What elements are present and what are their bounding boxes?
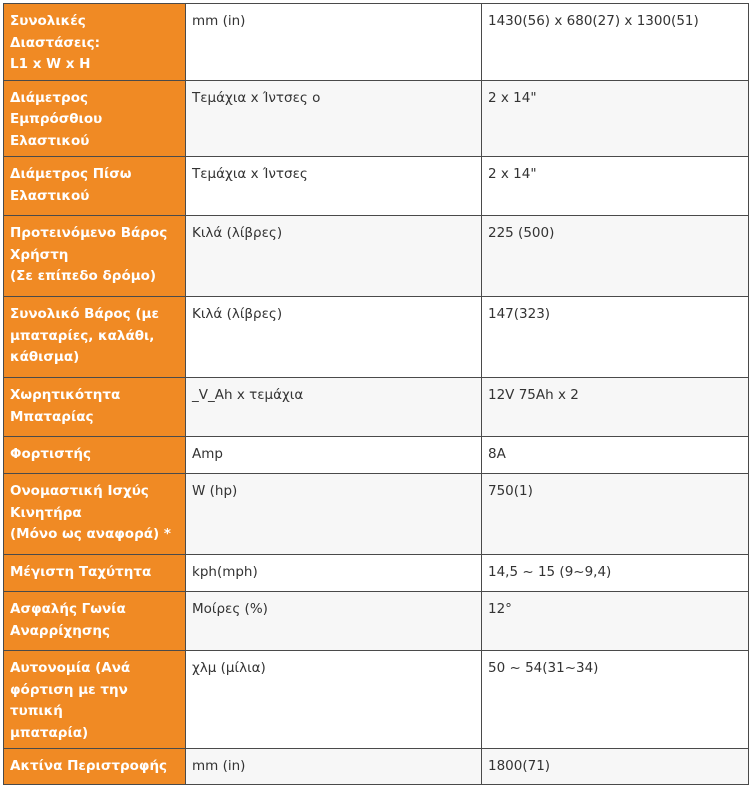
spec-value-cell xyxy=(482,651,749,749)
spec-value-cell xyxy=(482,4,749,81)
spec-unit-cell xyxy=(186,555,482,592)
spec-label-cell xyxy=(4,297,186,378)
spec-value: 147(323) xyxy=(488,306,551,322)
spec-label: Ασφαλής Γωνία Αναρρίχησης xyxy=(10,601,126,639)
spec-label: Συνολικό Βάρος (με μπαταρίες, καλάθι, κάθισμα) xyxy=(10,306,160,365)
spec-unit: _V_Ah x τεμάχια xyxy=(192,387,304,403)
specifications-body xyxy=(4,4,749,785)
spec-label: Προτεινόμενο Βάρος Χρήστη (Σε επίπεδο δρόμο) xyxy=(10,225,168,284)
specifications-table xyxy=(3,3,749,785)
spec-label-cell xyxy=(4,216,186,297)
spec-label: Διάμετρος Πίσω Ελαστικού xyxy=(10,166,132,204)
spec-unit-cell xyxy=(186,378,482,437)
spec-value: 225 (500) xyxy=(488,225,555,241)
spec-label-cell xyxy=(4,749,186,785)
spec-unit-cell xyxy=(186,651,482,749)
spec-unit-cell xyxy=(186,157,482,216)
spec-row xyxy=(4,474,749,555)
spec-value-cell xyxy=(482,80,749,157)
spec-label-cell xyxy=(4,474,186,555)
spec-unit: Τεμάχια x Ίντσες ο xyxy=(192,89,321,106)
spec-label-cell xyxy=(4,80,186,157)
spec-label-cell xyxy=(4,555,186,592)
spec-value: 12V 75Ah x 2 xyxy=(488,387,579,403)
spec-value: 2 x 14" xyxy=(488,89,537,106)
spec-unit-cell xyxy=(186,80,482,157)
spec-label: Συνολικές Διαστάσεις: L1 x W x H xyxy=(10,13,101,72)
spec-label: Διάμετρος Εμπρόσθιου Ελαστικού xyxy=(10,89,103,149)
spec-row xyxy=(4,157,749,216)
spec-value: 50 ~ 54(31~34) xyxy=(488,660,599,676)
spec-unit-cell xyxy=(186,437,482,474)
spec-row xyxy=(4,4,749,81)
spec-value-cell xyxy=(482,297,749,378)
spec-label: Ονομαστική Ισχύς Κινητήρα (Μόνο ως αναφορά) * xyxy=(10,483,171,542)
spec-value: 1430(56) x 680(27) x 1300(51) xyxy=(488,13,699,29)
spec-value-cell xyxy=(482,437,749,474)
spec-unit: Μοίρες (%) xyxy=(192,601,268,617)
spec-value: 12° xyxy=(488,601,512,617)
spec-label-cell xyxy=(4,4,186,81)
spec-value-cell xyxy=(482,555,749,592)
spec-label: Ακτίνα Περιστροφής xyxy=(10,758,168,774)
spec-unit: χλμ (μίλια) xyxy=(192,660,266,676)
spec-row xyxy=(4,749,749,785)
spec-unit: Κιλά (λίβρες) xyxy=(192,225,283,241)
spec-value-cell xyxy=(482,474,749,555)
spec-row xyxy=(4,216,749,297)
spec-value: 8A xyxy=(488,446,506,462)
spec-value: 14,5 ~ 15 (9~9,4) xyxy=(488,564,612,580)
spec-unit-cell xyxy=(186,592,482,651)
spec-unit: Κιλά (λίβρες) xyxy=(192,306,283,322)
spec-value-cell xyxy=(482,592,749,651)
spec-label: Μέγιστη Ταχύτητα xyxy=(10,564,152,580)
spec-unit-cell xyxy=(186,474,482,555)
spec-row xyxy=(4,80,749,157)
spec-row xyxy=(4,437,749,474)
spec-unit: W (hp) xyxy=(192,483,238,499)
spec-label: Φορτιστής xyxy=(10,446,92,462)
spec-value-cell xyxy=(482,749,749,785)
spec-unit: mm (in) xyxy=(192,13,246,29)
spec-unit-cell xyxy=(186,4,482,81)
spec-unit-cell xyxy=(186,216,482,297)
spec-row xyxy=(4,651,749,749)
spec-value-cell xyxy=(482,378,749,437)
spec-row xyxy=(4,297,749,378)
spec-label-cell xyxy=(4,592,186,651)
spec-label: Χωρητικότητα Μπαταρίας xyxy=(10,387,121,425)
spec-row xyxy=(4,555,749,592)
spec-unit: kph(mph) xyxy=(192,564,258,580)
spec-unit-cell xyxy=(186,297,482,378)
spec-label-cell xyxy=(4,378,186,437)
spec-unit: mm (in) xyxy=(192,758,246,774)
spec-label-cell xyxy=(4,651,186,749)
spec-row xyxy=(4,378,749,437)
spec-label-cell xyxy=(4,157,186,216)
spec-unit: Amp xyxy=(192,446,223,462)
spec-label: Αυτονομία (Ανά φόρτιση με την τυπική μπαταρία) xyxy=(10,660,131,741)
spec-value-cell xyxy=(482,216,749,297)
spec-value-cell xyxy=(482,157,749,216)
spec-value: 750(1) xyxy=(488,483,533,499)
spec-unit: Τεμάχια x Ίντσες xyxy=(192,166,308,182)
spec-row xyxy=(4,592,749,651)
spec-unit-cell xyxy=(186,749,482,785)
spec-label-cell xyxy=(4,437,186,474)
spec-value: 1800(71) xyxy=(488,758,551,774)
spec-value: 2 x 14" xyxy=(488,166,537,182)
